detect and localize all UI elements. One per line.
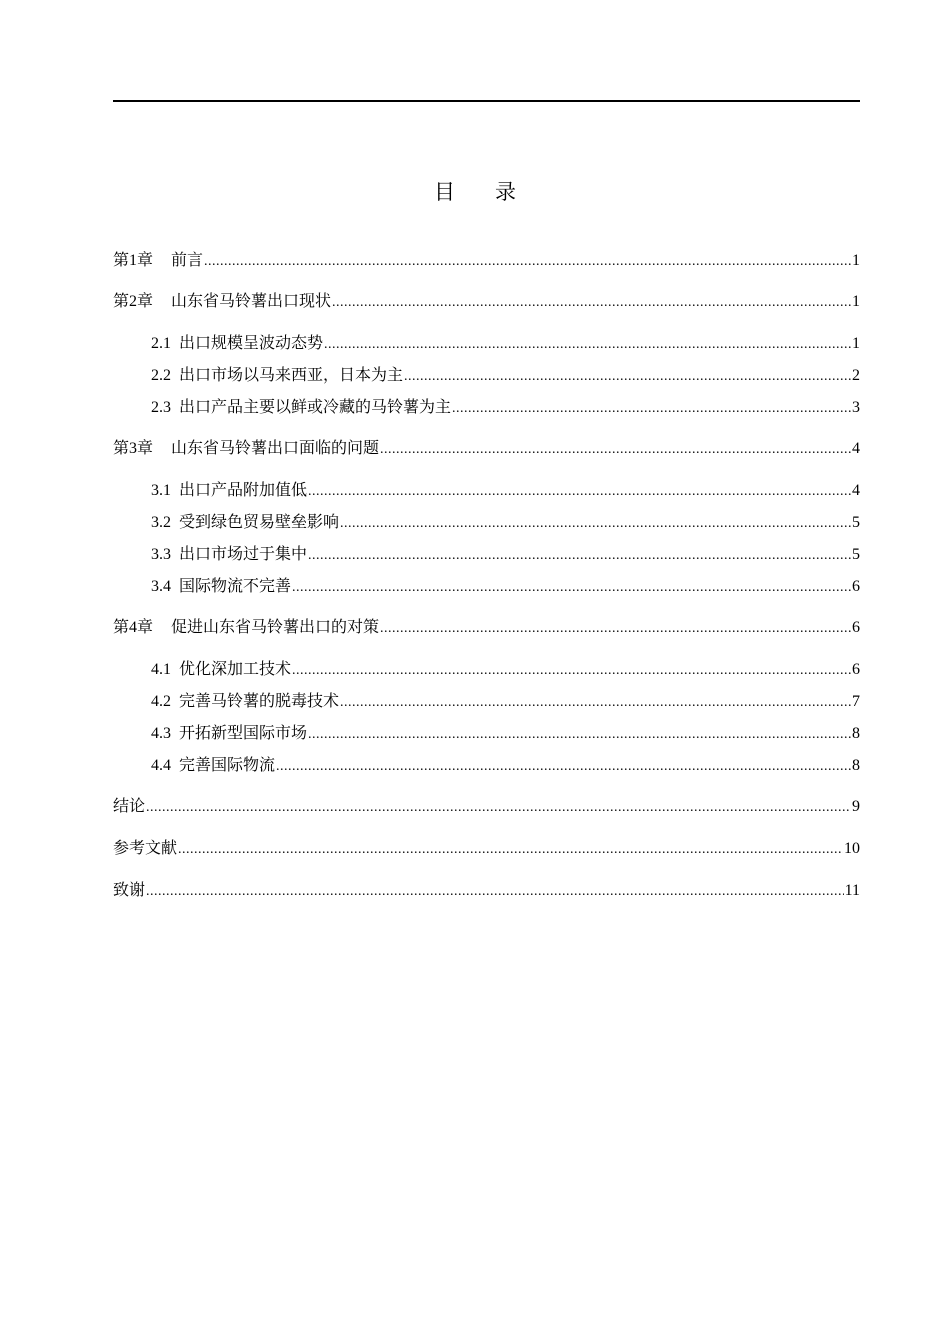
toc-page-number: 1 xyxy=(852,252,860,269)
toc-page-number: 5 xyxy=(852,514,860,531)
toc-entry-chapter-4[interactable] xyxy=(113,617,860,639)
section-number: 3.3 xyxy=(151,546,171,563)
toc-page-number: 7 xyxy=(852,693,860,710)
chapter-number: 2 xyxy=(129,293,138,310)
chapter-suffix: 章 xyxy=(137,291,154,310)
toc-entry-label: 山东省马铃薯出口现状 xyxy=(171,291,332,310)
toc-entry-section-4-1[interactable] xyxy=(151,659,860,681)
dot-leader xyxy=(292,661,851,681)
dot-leader xyxy=(178,840,843,860)
dot-leader xyxy=(204,252,851,272)
toc-entry-label: 优化深加工技术 xyxy=(179,659,292,678)
toc-entry-acknowledgements[interactable] xyxy=(113,880,860,902)
dot-leader xyxy=(332,293,851,313)
toc-entry-section-4-3[interactable] xyxy=(151,723,860,745)
toc-page-number: 4 xyxy=(852,440,860,457)
toc-entry-section-2-3[interactable] xyxy=(151,397,860,419)
dot-leader xyxy=(404,367,851,387)
section-number: 4.1 xyxy=(151,661,171,678)
chapter-suffix: 章 xyxy=(137,438,154,457)
toc-page-number: 3 xyxy=(852,399,860,416)
toc-page-number: 8 xyxy=(852,757,860,774)
toc-entry-label: 出口产品主要以鲜或冷藏的马铃薯为主 xyxy=(179,397,452,416)
dot-leader xyxy=(308,546,851,566)
toc-page-number: 6 xyxy=(852,661,860,678)
chapter-prefix: 第 xyxy=(113,617,130,636)
toc-entry-references[interactable] xyxy=(113,838,860,860)
toc-entry-label: 致谢 xyxy=(113,880,146,899)
section-number: 2.2 xyxy=(151,367,171,384)
dot-leader xyxy=(340,514,851,534)
toc-page-number: 11 xyxy=(844,882,860,899)
toc-entry-label: 出口产品附加值低 xyxy=(179,480,308,499)
toc-entry-label: 出口市场过于集中 xyxy=(179,544,308,563)
toc-page-number: 9 xyxy=(852,798,860,815)
chapter-prefix: 第 xyxy=(113,438,130,457)
toc-page-number: 4 xyxy=(852,482,860,499)
dot-leader xyxy=(308,482,851,502)
toc-entry-label: 结论 xyxy=(113,796,146,815)
dot-leader xyxy=(308,725,851,745)
toc-page-number: 1 xyxy=(852,335,860,352)
dot-leader xyxy=(292,578,851,598)
section-number: 2.3 xyxy=(151,399,171,416)
toc-title-char-2: 录 xyxy=(495,180,556,204)
toc-entry-section-3-4[interactable] xyxy=(151,576,860,598)
toc-entry-label: 促进山东省马铃薯出口的对策 xyxy=(171,617,380,636)
toc-entry-chapter-2[interactable] xyxy=(113,291,860,313)
toc-title xyxy=(0,176,950,206)
toc-entry-label: 开拓新型国际市场 xyxy=(179,723,308,742)
toc-entry-section-3-3[interactable] xyxy=(151,544,860,566)
toc-entry-label: 出口规模呈波动态势 xyxy=(179,333,324,352)
dot-leader xyxy=(340,693,851,713)
toc-page-number: 10 xyxy=(844,840,860,857)
section-number: 3.2 xyxy=(151,514,171,531)
toc-entry-conclusion[interactable] xyxy=(113,796,860,818)
toc-entry-chapter-3[interactable] xyxy=(113,438,860,460)
chapter-suffix: 章 xyxy=(137,617,154,636)
section-number: 3.4 xyxy=(151,578,171,595)
toc-entry-label: 完善国际物流 xyxy=(179,755,276,774)
toc-entry-chapter-1[interactable] xyxy=(113,250,860,272)
toc-entry-section-3-2[interactable] xyxy=(151,512,860,534)
toc-page-number: 8 xyxy=(852,725,860,742)
dot-leader xyxy=(452,399,851,419)
dot-leader xyxy=(276,757,851,777)
toc-title-char-1: 目 xyxy=(434,180,495,204)
chapter-number: 3 xyxy=(129,440,138,457)
toc-entry-label: 国际物流不完善 xyxy=(179,576,292,595)
section-number: 4.4 xyxy=(151,757,171,774)
toc-page-number: 2 xyxy=(852,367,860,384)
chapter-prefix: 第 xyxy=(113,291,130,310)
chapter-number: 4 xyxy=(129,619,138,636)
toc-entry-section-2-2[interactable] xyxy=(151,365,860,387)
section-number: 4.2 xyxy=(151,693,171,710)
toc-entry-section-3-1[interactable] xyxy=(151,480,860,502)
toc-entry-label: 完善马铃薯的脱毒技术 xyxy=(179,691,340,710)
toc-page-number: 1 xyxy=(852,293,860,310)
toc-page-number: 6 xyxy=(852,578,860,595)
section-number: 2.1 xyxy=(151,335,171,352)
chapter-suffix: 章 xyxy=(137,250,154,269)
section-number: 3.1 xyxy=(151,482,171,499)
toc-entry-section-4-2[interactable] xyxy=(151,691,860,713)
toc-page-number: 5 xyxy=(852,546,860,563)
toc-entry-section-4-4[interactable] xyxy=(151,755,860,777)
dot-leader xyxy=(146,882,844,902)
toc-entry-label: 山东省马铃薯出口面临的问题 xyxy=(171,438,380,457)
toc-entry-label: 出口市场以马来西亚，日本为主 xyxy=(179,365,404,384)
toc-entry-label: 参考文献 xyxy=(113,838,178,857)
chapter-number: 1 xyxy=(129,252,138,269)
dot-leader xyxy=(146,798,851,818)
section-number: 4.3 xyxy=(151,725,171,742)
toc-entry-label: 前言 xyxy=(171,250,204,269)
chapter-prefix: 第 xyxy=(113,250,130,269)
dot-leader xyxy=(380,619,851,639)
dot-leader xyxy=(324,335,851,355)
dot-leader xyxy=(380,440,851,460)
toc-entry-label: 受到绿色贸易壁垒影响 xyxy=(179,512,340,531)
header-rule xyxy=(113,100,860,102)
toc-entry-section-2-1[interactable] xyxy=(151,333,860,355)
toc-page-number: 6 xyxy=(852,619,860,636)
